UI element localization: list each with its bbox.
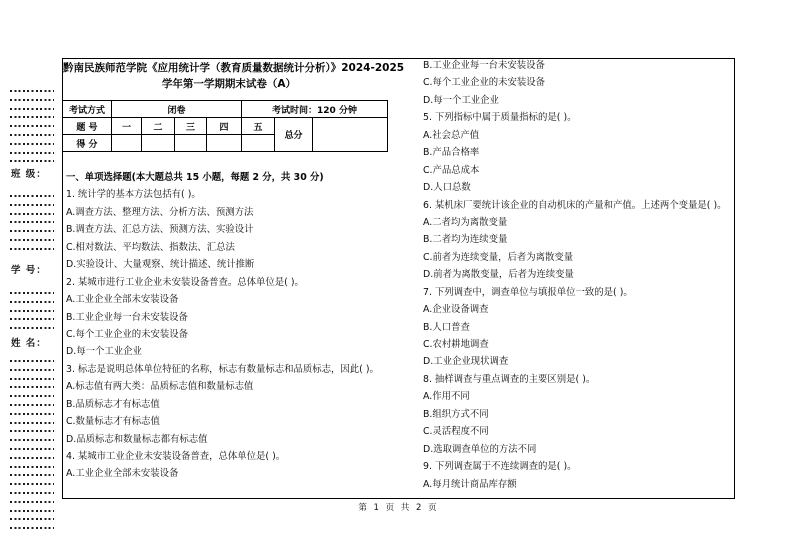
- dotted-line: [10, 221, 54, 223]
- dotted-line: [10, 204, 54, 206]
- question-line: B.调查方法、汇总方法、预测方法、实验设计: [66, 224, 254, 236]
- dotted-line: [10, 318, 54, 320]
- dotted-line: [10, 239, 54, 241]
- question-line: 9. 下列调查属于不连续调查的是( )。: [423, 461, 577, 473]
- page-frame: [62, 58, 735, 499]
- score-cell: [142, 135, 175, 152]
- dotted-line: [10, 430, 54, 432]
- dotted-line: [10, 369, 54, 371]
- exam-time: 考试时间：120 分钟: [242, 101, 388, 118]
- question-line: 6. 某机床厂要统计该企业的自动机床的产量和产值。上述两个变量是( )。: [423, 199, 727, 211]
- question-line: C.灵活程度不同: [423, 426, 489, 438]
- question-line: B.品质标志才有标志值: [66, 398, 160, 410]
- question-line: D.每一个工业企业: [66, 346, 142, 358]
- question-line: C.数量标志才有标志值: [66, 416, 160, 428]
- column-header: 三: [175, 118, 207, 135]
- dotted-line: [10, 510, 54, 512]
- question-line: 3. 标志是说明总体单位特征的名称，标志有数量标志和品质标志，因此( )。: [66, 363, 379, 375]
- dotted-line: [10, 195, 54, 197]
- question-line: D.选取调查单位的方法不同: [423, 443, 537, 455]
- question-line: C.农村耕地调查: [423, 339, 489, 350]
- question-line: C.每个工业企业的未安装设备: [423, 77, 546, 89]
- question-line: B.工业企业每一台未安装设备: [423, 60, 545, 71]
- question-line: D.工业企业现状调查: [423, 356, 509, 368]
- question-line: B.二者均为连续变量: [423, 234, 508, 246]
- dotted-line: [10, 395, 54, 397]
- question-line: 1. 统计学的基本方法包括有( )。: [66, 189, 201, 201]
- question-lines: [423, 57, 735, 493]
- dotted-line: [10, 134, 54, 136]
- dotted-line-group: [10, 360, 56, 536]
- dotted-line: [10, 248, 54, 250]
- name-label: 姓 名：: [11, 338, 47, 349]
- question-line: A.作用不同: [423, 391, 470, 403]
- dotted-line: [10, 125, 54, 127]
- question-lines: [66, 186, 400, 482]
- question-line: A.企业设备调查: [423, 304, 489, 316]
- dotted-line: [10, 457, 54, 459]
- total-score-label: 总分: [275, 118, 313, 152]
- question-line: A.社会总产值: [423, 129, 480, 141]
- left-question-column: [66, 169, 400, 483]
- column-header: 五: [242, 118, 275, 135]
- score-label: 得 分: [63, 135, 112, 152]
- column-header: 一: [112, 118, 142, 135]
- dotted-line-group: [10, 292, 56, 336]
- dotted-line: [10, 386, 54, 388]
- dotted-line: [10, 413, 54, 415]
- dotted-line: [10, 310, 54, 312]
- column-header: 四: [207, 118, 242, 135]
- question-line: A.工业企业全部未安装设备: [66, 294, 179, 306]
- exam-title: [63, 61, 405, 92]
- column-header: 二: [142, 118, 175, 135]
- score-cell: [112, 135, 142, 152]
- question-line: C.相对数法、平均数法、指数法、汇总法: [66, 241, 235, 253]
- dotted-line: [10, 116, 54, 118]
- dotted-line: [10, 301, 54, 303]
- dotted-line: [10, 213, 54, 215]
- dotted-line: [10, 492, 54, 494]
- right-question-column: [423, 57, 735, 493]
- exam-header-table: [62, 100, 388, 152]
- question-line: A.每月统计商品库存额: [423, 478, 517, 490]
- question-line: D.实验设计、大量观察、统计描述、统计推断: [66, 259, 255, 271]
- question-line: C.每个工业企业的未安装设备: [66, 328, 189, 340]
- question-line: 7. 下列调查中，调查单位与填报单位一致的是( )。: [423, 286, 633, 298]
- question-line: C.产品总成本: [423, 164, 480, 176]
- dotted-line: [10, 474, 54, 476]
- question-line: D.品质标志和数量标志都有标志值: [66, 433, 208, 445]
- score-cell: [242, 135, 275, 152]
- section-header: 一、单项选择题(本大题总共 15 小题，每题 2 分，共 30 分): [66, 172, 324, 183]
- score-cell: [207, 135, 242, 152]
- dotted-line: [10, 439, 54, 441]
- question-line: B.产品合格率: [423, 147, 480, 159]
- dotted-line: [10, 143, 54, 145]
- score-cell: [175, 135, 207, 152]
- exam-title-line1: 黔南民族师范学院《应用统计学（教育质量数据统计分析）》2024-2025: [63, 62, 405, 74]
- dotted-line: [10, 518, 54, 520]
- question-line: 8. 抽样调查与重点调查的主要区别是( )。: [423, 373, 596, 385]
- dotted-line: [10, 360, 54, 362]
- dotted-line: [10, 404, 54, 406]
- question-line: A.标志值有两大类：品质标志值和数量标志值: [66, 381, 254, 393]
- total-score-cell: [313, 118, 388, 152]
- question-line: D.人口总数: [423, 182, 471, 194]
- class-label: 班 级：: [11, 169, 47, 180]
- dotted-line: [10, 422, 54, 424]
- student-id-label: 学 号：: [11, 265, 47, 276]
- dotted-line: [10, 230, 54, 232]
- dotted-line: [10, 466, 54, 468]
- dotted-line: [10, 99, 54, 101]
- question-line: A.工业企业全部未安装设备: [66, 468, 179, 480]
- question-line: D.前者为离散变量，后者为连续变量: [423, 269, 574, 281]
- dotted-line: [10, 378, 54, 380]
- binding-margin: [8, 0, 60, 549]
- question-line: A.调查方法、整理方法、分析方法、预测方法: [66, 206, 254, 218]
- dotted-line: [10, 501, 54, 503]
- dotted-line: [10, 483, 54, 485]
- question-line: 5. 下列指标中属于质量指标的是( )。: [423, 112, 577, 124]
- question-line: 4. 某城市工业企业未安装设备普查，总体单位是( )。: [66, 451, 286, 462]
- dotted-line: [10, 160, 54, 162]
- dotted-line: [10, 152, 54, 154]
- dotted-line: [10, 108, 54, 110]
- question-line: 2. 某城市进行工业企业未安装设备普查。总体单位是( )。: [66, 276, 304, 288]
- exam-title-line2: 学年第一学期期末试卷（A）: [161, 77, 297, 90]
- dotted-line: [10, 327, 54, 329]
- dotted-line-group: [10, 90, 56, 169]
- exam-method-value: 闭卷: [112, 101, 242, 118]
- exam-method-label: 考试方式: [63, 101, 112, 118]
- question-line: D.每一个工业企业: [423, 94, 499, 106]
- question-line: B.组织方式不同: [423, 408, 489, 420]
- question-line: B.工业企业每一台未安装设备: [66, 311, 188, 323]
- dotted-line: [10, 90, 54, 92]
- dotted-line: [10, 527, 54, 529]
- question-line: B.人口普查: [423, 321, 470, 333]
- dotted-line: [10, 448, 54, 450]
- question-line: C.前者为连续变量，后者为离散变量: [423, 251, 574, 263]
- page-number: 第 1 页 共 2 页: [358, 503, 439, 513]
- dotted-line: [10, 292, 54, 294]
- dotted-line-group: [10, 195, 56, 257]
- question-number-label: 题 号: [63, 118, 112, 135]
- question-line: A.二者均为离散变量: [423, 216, 508, 228]
